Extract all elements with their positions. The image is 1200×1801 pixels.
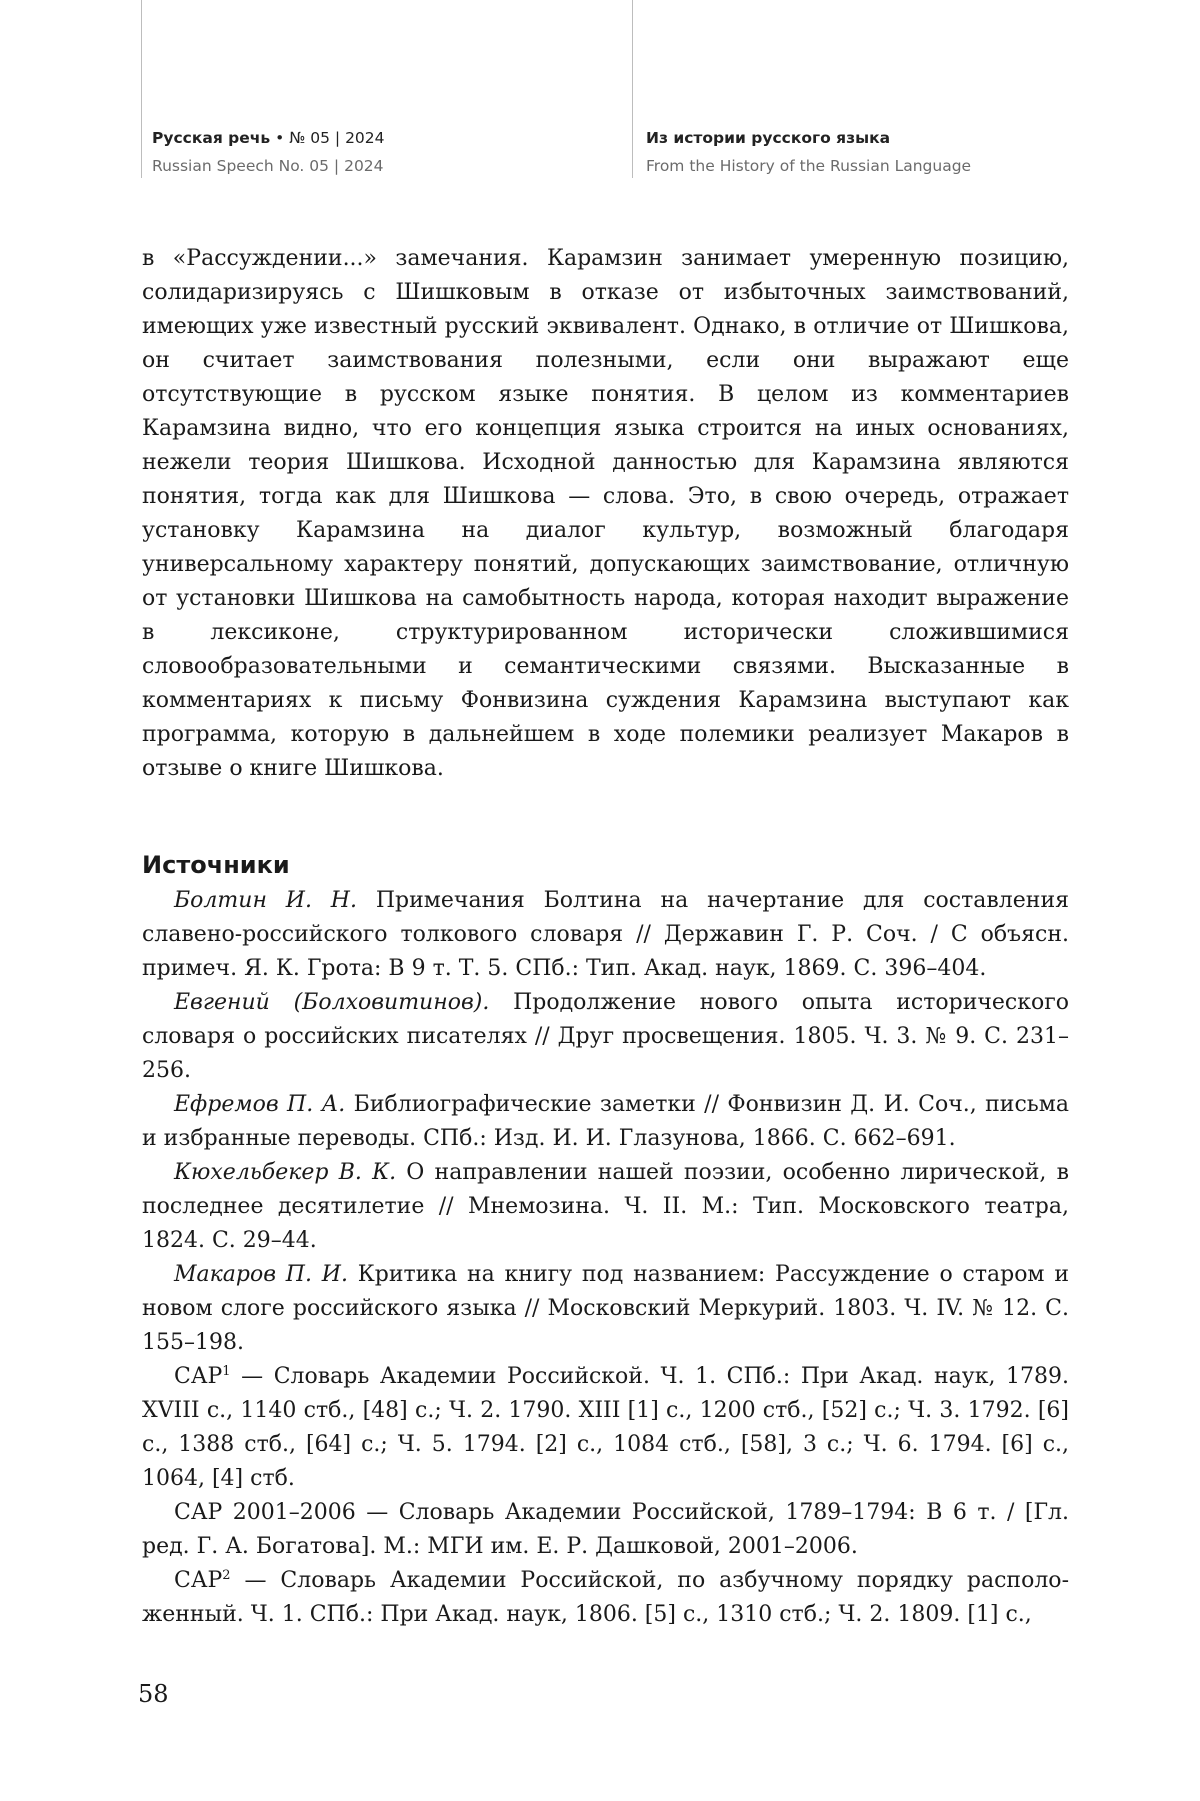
section-title-en: From the History of the Russian Language [646,157,972,175]
journal-header [152,124,385,180]
page-number: 58 [138,1680,169,1708]
reference-item-sar2001: САР 2001–2006 — Словарь Академии Российской, 1789–1794: В 6 т. / [Гл. ред. Г. А. Богатова]. М.: МГИ им. Е. Р. Дашковой, 2001–2006. [142,1500,1069,1559]
reference-author: Кюхельбекер В. К. [174,1160,397,1185]
reference-author: Макаров П. И. [174,1262,348,1287]
section-title-ru: Из истории русского языка [646,129,891,147]
reference-item [142,884,1069,986]
reference-text: Продолжение нового опыта исторического словаря о российских писателях // Друг просвещения. 1805. Ч. 3. № 9. С. 231–256. [142,990,1070,1083]
sources-heading: Источники [142,851,290,879]
reference-item-sar2 [142,1564,1069,1632]
reference-text: — Словарь Академии Российской. Ч. 1. СПб.: При Акад. наук, 1789. XVIII с., 1140 стб., [48] с.; Ч. 2. 1790. XIII [1] с., 1200 стб., [52] с.; Ч. 3. 1792. [6] с., 1388 стб., [64] с.; Ч. 5. 1794. [2] с., 1084 стб., [58], 3 с.; Ч. 6. 1794. [6] с., 1064, [4] стб. [142,1364,1069,1491]
reference-abbr: САР [174,1364,223,1389]
journal-title-ru: Русская речь [152,129,271,147]
reference-author: Ефремов П. А. [174,1092,346,1117]
reference-author: Евгений (Болховитинов). [174,990,490,1015]
reference-text: Библиографические заметки // Фонвизин Д. И. Соч., письма и избранные переводы. СПб.: Изд. И. И. Глазунова, 1866. С. 662–691. [142,1092,1069,1151]
reference-item [142,1258,1069,1360]
body-paragraph: в «Рассуждении...» замечания. Карамзин занимает умеренную позицию, солидаризируясь с Шишковым в отказе от избыточных заимствований, имеющих уже известный русский эквивалент. Однако, в отличие от Шишкова, он считает заимствования полезными, если они выражают еще отсутствующие в русском языке понятия. В целом из комментариев Карамзина видно, что его концепция языка строится на иных основаниях, нежели теория Шишкова. Исходной данностью для Карамзина являются понятия, тогда как для Шишкова — слова. Это, в свою очередь, отражает установку Карамзина на диалог культур, возможный благодаря универсальному характеру понятий, допускающих заимствование, отличную от установки Шишкова на самобытность народа, которая находит выражение в лексиконе, структурированном исторически сложившимися словообразовательными и семантическими связями. Высказанные в комментариях к письму Фонвизина суждения Карамзина выступают как программа, которую в дальнейшем в ходе полемики реализует Макаров в отзыве о книге Шишкова. [142,246,1069,781]
reference-item [142,1156,1069,1258]
reference-item [142,1088,1069,1156]
reference-superscript: 1 [222,1364,231,1379]
reference-author: Болтин И. Н. [174,888,357,913]
reference-item [142,986,1069,1088]
journal-title-en: Russian Speech No. 05 | 2024 [152,157,384,175]
issue-ru: • № 05 | 2024 [275,129,385,147]
reference-item-sar1 [142,1360,1069,1496]
reference-superscript: 2 [222,1568,231,1583]
sources-list [142,884,1069,1632]
header-left-rule [141,0,142,178]
section-header [646,124,971,180]
reference-text: Критика на книгу под названием: Рассуждение о старом и новом слоге российского языка // Московский Меркурий. 1803. Ч. IV. № 12. С. 155–198. [142,1262,1069,1355]
body-text [142,242,1069,786]
reference-abbr: САР [174,1568,223,1593]
reference-text: — Словарь Академии Российской, по азбучному порядку расположенный. Ч. 1. СПб.: При Акад. наук, 1806. [5] с., 1310 стб.; Ч. 2. 1809. [1] с., [142,1568,1069,1627]
reference-text: О направлении нашей поэзии, особенно лирической, в последнее десятилетие // Мнемозина. Ч. II. М.: Тип. Московского театра, 1824. С. 29–44. [142,1160,1069,1253]
header-right-rule [632,0,633,178]
reference-text: Примечания Болтина на начертание для составления славено-российского толкового словаря // Державин Г. Р. Соч. / С объясн. примеч. Я. К. Грота: В 9 т. Т. 5. СПб.: Тип. Акад. наук, 1869. С. 396–404. [142,888,1069,981]
